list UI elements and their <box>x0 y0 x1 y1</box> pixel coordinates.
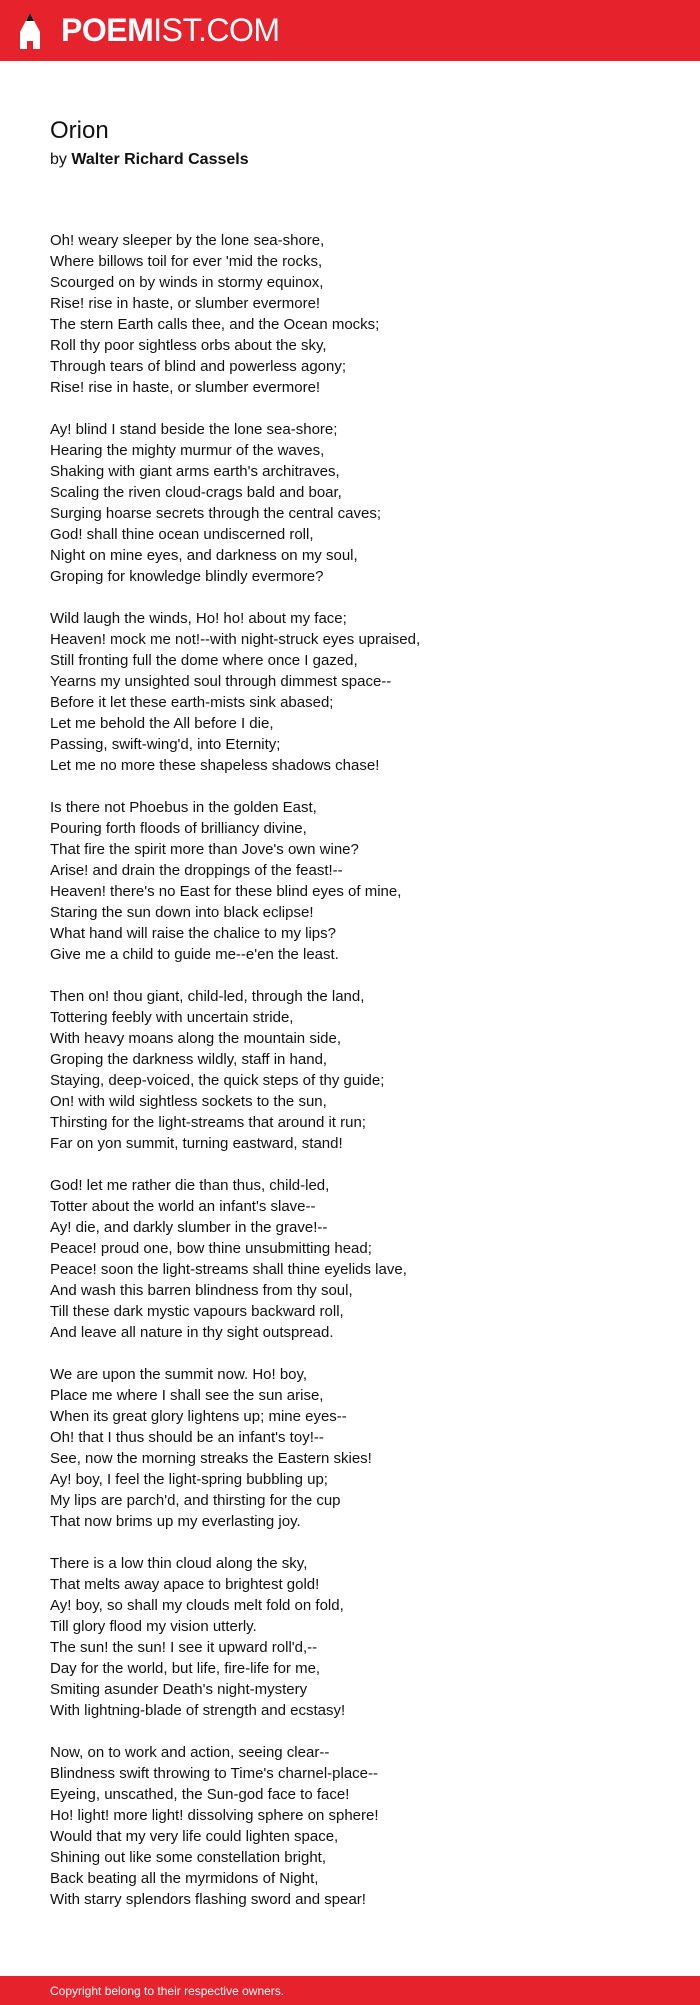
stanza <box>50 797 670 965</box>
poem-line: God! shall thine ocean undiscerned roll, <box>50 526 314 543</box>
poem-line: Ay! die, and darkly slumber in the grave!-- <box>50 1219 328 1236</box>
poem-line: That fire the spirit more than Jove's own wine? <box>50 841 359 858</box>
poem-line: Blindness swift throwing to Time's charnel-place-- <box>50 1765 378 1782</box>
poem-line: Yearns my unsighted soul through dimmest space-- <box>50 673 392 690</box>
poem-line: Rise! rise in haste, or slumber evermore! <box>50 379 321 396</box>
poem-line: The stern Earth calls thee, and the Ocean mocks; <box>50 316 380 333</box>
stanza <box>50 1364 670 1532</box>
poem-line: Hearing the mighty murmur of the waves, <box>50 442 325 459</box>
poem-line: Through tears of blind and powerless agony; <box>50 358 347 375</box>
stanza <box>50 230 670 398</box>
poem-line: And wash this barren blindness from thy soul, <box>50 1282 353 1299</box>
poem-line: Roll thy poor sightless orbs about the sky, <box>50 337 327 354</box>
poem-line: Ay! boy, I feel the light-spring bubbling up; <box>50 1471 328 1488</box>
poem-line: Peace! proud one, bow thine unsubmitting head; <box>50 1240 372 1257</box>
site-logo[interactable] <box>61 11 280 49</box>
stanza <box>50 608 670 776</box>
byline <box>50 148 670 172</box>
stanza <box>50 419 670 587</box>
poem-line: We are upon the summit now. Ho! boy, <box>50 1366 308 1383</box>
poem-line: Surging hoarse secrets through the central caves; <box>50 505 382 522</box>
poem-line: Till glory flood my vision utterly. <box>50 1618 257 1635</box>
stanza <box>50 986 670 1154</box>
poem-line: Ho! light! more light! dissolving sphere on sphere! <box>50 1807 379 1824</box>
copyright-text: Copyright belong to their respective owners. <box>50 1984 285 1998</box>
poem-line: With heavy moans along the mountain side, <box>50 1030 341 1047</box>
poem-line: With starry splendors flashing sword and spear! <box>50 1891 366 1908</box>
site-footer <box>0 1976 700 2005</box>
poem-line: Ay! blind I stand beside the lone sea-shore; <box>50 421 338 438</box>
poem-line: Heaven! mock me not!--with night-struck eyes upraised, <box>50 631 421 648</box>
poem-line: Back beating all the myrmidons of Night, <box>50 1870 319 1887</box>
poem-line: Passing, swift-wing'd, into Eternity; <box>50 736 281 753</box>
poem-line: See, now the morning streaks the Eastern skies! <box>50 1450 372 1467</box>
stanza <box>50 1742 670 1910</box>
poem-line: Where billows toil for ever 'mid the rocks, <box>50 253 323 270</box>
poem-line: Ay! boy, so shall my clouds melt fold on fold, <box>50 1597 344 1614</box>
logo-bold-text: POEM <box>61 12 154 48</box>
poem-line: Groping the darkness wildly, staff in hand, <box>50 1051 328 1068</box>
poem-line: Let me no more these shapeless shadows chase! <box>50 757 380 774</box>
logo-light-text: IST.COM <box>153 12 280 48</box>
poem-line: Shining out like some constellation bright, <box>50 1849 326 1866</box>
poem-line: With lightning-blade of strength and ecstasy! <box>50 1702 346 1719</box>
poem-line: Peace! soon the light-streams shall thine eyelids lave, <box>50 1261 407 1278</box>
poem-line: Oh! that I thus should be an infant's toy!-- <box>50 1429 324 1446</box>
poem-line: Smiting asunder Death's night-mystery <box>50 1681 308 1698</box>
poem-line: Still fronting full the dome where once I gazed, <box>50 652 358 669</box>
poem-line: Staying, deep-voiced, the quick steps of thy guide; <box>50 1072 385 1089</box>
pencil-icon[interactable] <box>19 12 41 50</box>
site-header <box>0 0 700 61</box>
poem-line: Oh! weary sleeper by the lone sea-shore, <box>50 232 325 249</box>
poem-line: Scaling the riven cloud-crags bald and boar, <box>50 484 342 501</box>
poem-line: On! with wild sightless sockets to the sun, <box>50 1093 327 1110</box>
poem-line: Heaven! there's no East for these blind eyes of mine, <box>50 883 402 900</box>
poem-line: Staring the sun down into black eclipse! <box>50 904 314 921</box>
poem-content <box>50 114 670 1931</box>
poem-line: Rise! rise in haste, or slumber evermore! <box>50 295 321 312</box>
poem-line: Let me behold the All before I die, <box>50 715 274 732</box>
poem-line: Now, on to work and action, seeing clear-- <box>50 1744 330 1761</box>
byline-prefix: by <box>50 151 67 168</box>
poem-line: When its great glory lightens up; mine eyes-- <box>50 1408 347 1425</box>
poem-line: God! let me rather die than thus, child-led, <box>50 1177 330 1194</box>
poem-line: There is a low thin cloud along the sky, <box>50 1555 308 1572</box>
poem-line: Shaking with giant arms earth's architraves, <box>50 463 340 480</box>
poem-line: Before it let these earth-mists sink abased; <box>50 694 334 711</box>
poem-line: Then on! thou giant, child-led, through the land, <box>50 988 365 1005</box>
poem-line: Totter about the world an infant's slave-- <box>50 1198 316 1215</box>
poem-line: Scourged on by winds in stormy equinox, <box>50 274 324 291</box>
poem-line: Pouring forth floods of brilliancy divine, <box>50 820 307 837</box>
poem-line: Till these dark mystic vapours backward roll, <box>50 1303 344 1320</box>
poem-line: Is there not Phoebus in the golden East, <box>50 799 317 816</box>
poem-line: Day for the world, but life, fire-life for me, <box>50 1660 321 1677</box>
poem-line: The sun! the sun! I see it upward roll'd,-- <box>50 1639 318 1656</box>
poem-line: Arise! and drain the droppings of the feast!-- <box>50 862 343 879</box>
poem-line: Wild laugh the winds, Ho! ho! about my face; <box>50 610 347 627</box>
author-name: Walter Richard Cassels <box>71 151 249 168</box>
poem-line: Far on yon summit, turning eastward, stand! <box>50 1135 343 1152</box>
poem-line: Would that my very life could lighten space, <box>50 1828 339 1845</box>
poem-line: Tottering feebly with uncertain stride, <box>50 1009 294 1026</box>
poem-line: Place me where I shall see the sun arise, <box>50 1387 324 1404</box>
poem-line: And leave all nature in thy sight outspread. <box>50 1324 334 1341</box>
poem-line: That melts away apace to brightest gold! <box>50 1576 320 1593</box>
poem-line: Give me a child to guide me--e'en the least. <box>50 946 339 963</box>
stanza <box>50 1175 670 1343</box>
poem-line: Night on mine eyes, and darkness on my soul, <box>50 547 358 564</box>
poem-title: Orion <box>50 117 109 144</box>
poem-line: What hand will raise the chalice to my lips? <box>50 925 336 942</box>
poem-line: Thirsting for the light-streams that around it run; <box>50 1114 366 1131</box>
poem-line: Eyeing, unscathed, the Sun-god face to face! <box>50 1786 350 1803</box>
poem-line: Groping for knowledge blindly evermore? <box>50 568 324 585</box>
poem-line: That now brims up my everlasting joy. <box>50 1513 301 1530</box>
stanza <box>50 1553 670 1721</box>
poem-line: My lips are parch'd, and thirsting for the cup <box>50 1492 341 1509</box>
poem-body <box>50 230 670 1910</box>
